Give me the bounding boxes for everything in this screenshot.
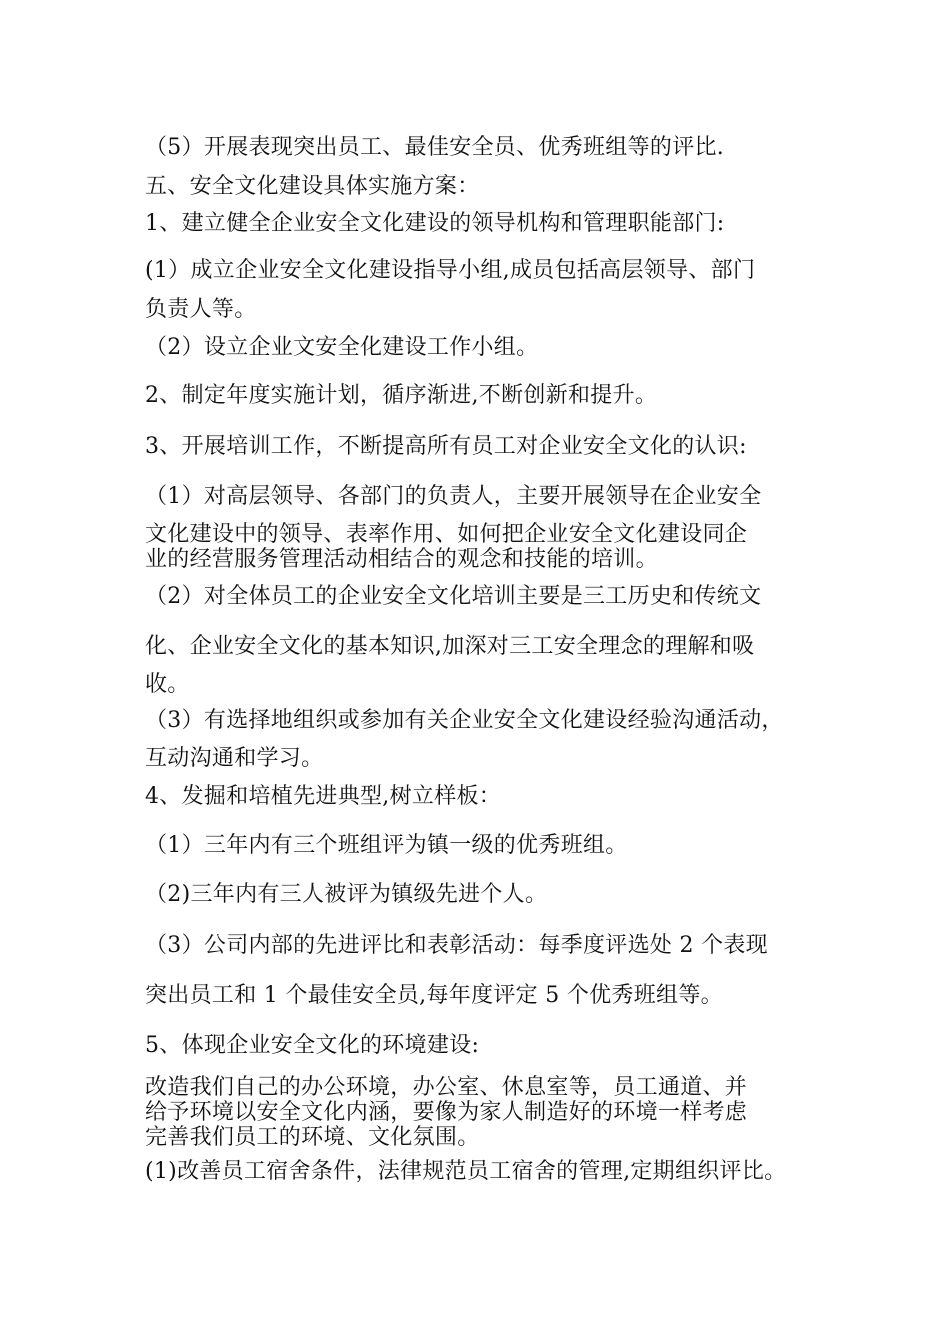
text-line: 突出员工和 1 个最佳安全员,每年度评定 5 个优秀班组等。 (145, 983, 723, 1008)
subsection-heading: 5、体现企业安全文化的环境建设: (145, 1033, 480, 1058)
text-line: (1)改善员工宿舍条件，法律规范员工宿舍的管理,定期组织评比。 (145, 1159, 787, 1184)
text-line: 改造我们自己的办公环境，办公室、休息室等，员工通道、并 (145, 1075, 748, 1100)
text-line: （2）对全体员工的企业安全文化培训主要是三工历史和传统文 (145, 584, 762, 609)
text-line: （5）开展表现突出员工、最佳安全员、优秀班组等的评比. (145, 135, 725, 160)
subsection-heading: 3、开展培训工作，不断提高所有员工对企业安全文化的认识: (145, 434, 747, 459)
text-line: 给予环境以安全文化内涵，要像为家人制造好的环境一样考虑 (145, 1100, 748, 1125)
text-line: 完善我们员工的环境、文化氛围。 (145, 1125, 480, 1150)
text-line: 文化建设中的领导、表率作用、如何把企业安全文化建设同企 (145, 522, 748, 547)
subsection-heading: 1、建立健全企业安全文化建设的领导机构和管理职能部门: (145, 211, 725, 236)
text-line: （3）有选择地组织或参加有关企业安全文化建设经验沟通活动， (145, 708, 784, 733)
text-line: 业的经营服务管理活动相结合的观念和技能的培训。 (145, 547, 658, 572)
text-line: （1）三年内有三个班组评为镇一级的优秀班组。 (145, 833, 628, 858)
subsection-heading: 4、发掘和培植先进典型,树立样板： (145, 784, 502, 809)
subsection-heading: 2、制定年度实施计划，循序渐进,不断创新和提升。 (145, 383, 658, 408)
text-line: 化、企业安全文化的基本知识,加深对三工安全理念的理解和吸 (145, 634, 755, 659)
text-line: 收。 (145, 672, 190, 697)
text-line: 负责人等。 (145, 297, 257, 322)
section-heading: 五、安全文化建设具体实施方案： (145, 174, 480, 199)
text-line: (1）成立企业安全文化建设指导小组,成员包括高层领导、部门 (145, 258, 756, 283)
text-line: 互动沟通和学习。 (145, 746, 324, 771)
text-line: （2）设立企业文安全化建设工作小组。 (145, 335, 539, 360)
text-line: （1）对高层领导、各部门的负责人，主要开展领导在企业安全 (145, 484, 762, 509)
text-line: （2)三年内有三人被评为镇级先进个人。 (145, 882, 548, 907)
text-line: （3）公司内部的先进评比和表彰活动：每季度评选处 2 个表现 (145, 933, 768, 958)
